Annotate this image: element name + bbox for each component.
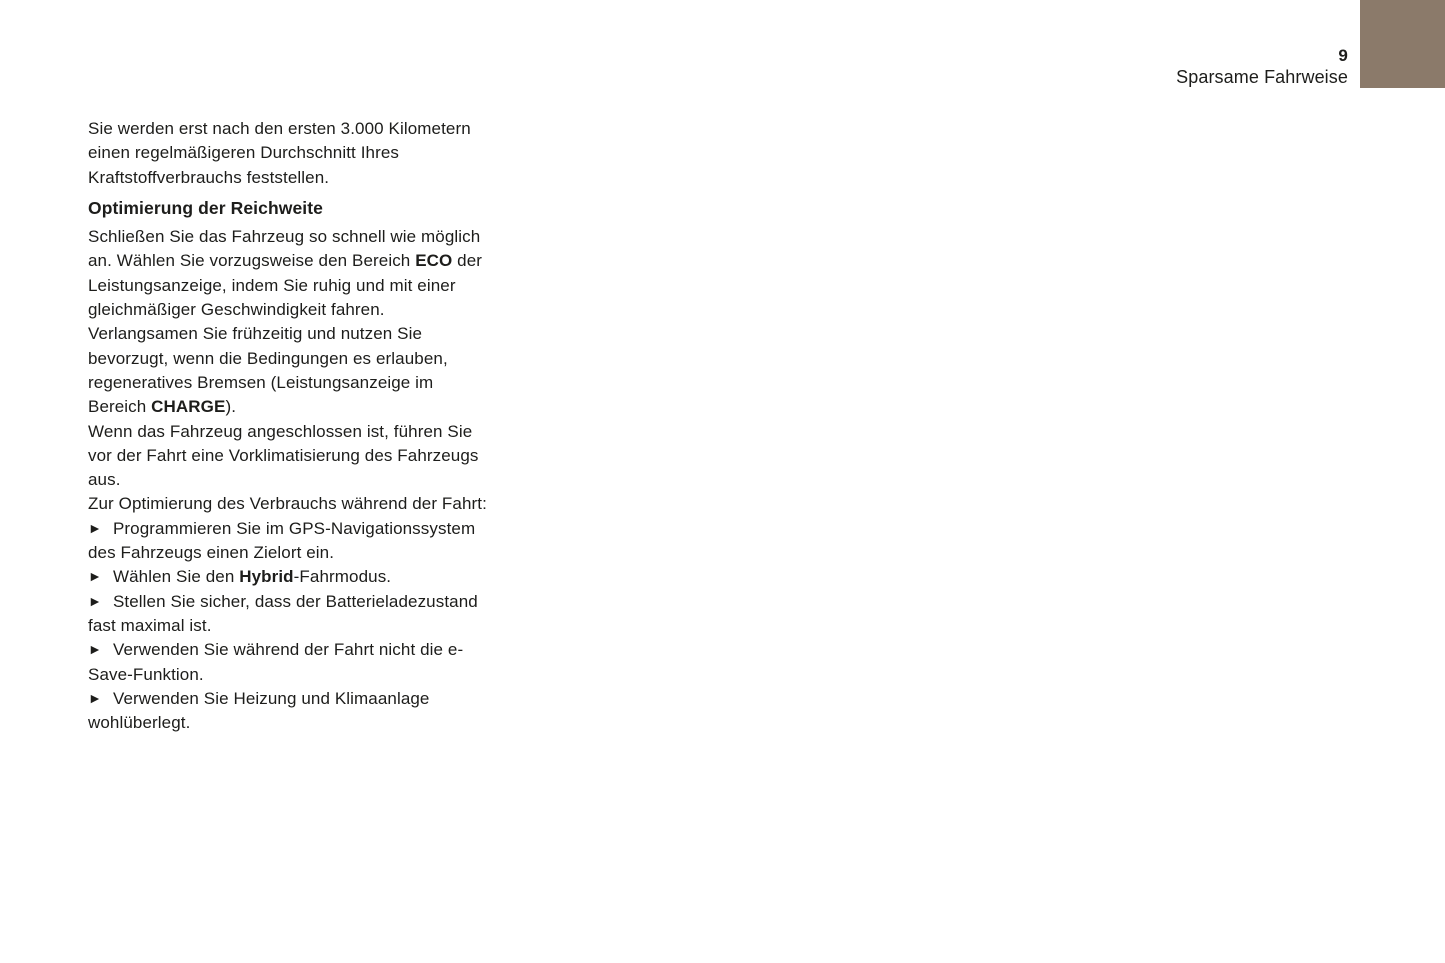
bullet-arrow-icon: ► (88, 568, 102, 585)
bullet-item (88, 517, 490, 566)
bullet-arrow-icon: ► (88, 519, 102, 536)
body-text-column (88, 117, 490, 735)
bullet-arrow-icon: ► (88, 592, 102, 609)
charge-bold-term: CHARGE (151, 397, 226, 417)
section-title: Sparsame Fahrweise (1176, 67, 1348, 88)
intro-text: Sie werden erst nach den ersten 3.000 Kilometern einen regelmäßigeren Durchschnitt Ihres Kraftstoffverbrauchs feststellen. (88, 119, 471, 187)
page-header (1176, 46, 1348, 89)
while-driving-paragraph: Zur Optimierung des Verbrauchs während der Fahrt: (88, 494, 487, 514)
bullet-arrow-icon: ► (88, 641, 102, 658)
bullet-text: -Fahrmodus. (293, 567, 392, 587)
section-heading: Optimierung der Reichweite (88, 197, 324, 218)
bullet-text: Verwenden Sie Heizung und Klimaanlage wohlüberlegt. (88, 688, 430, 733)
eco-paragraph-text2: der Leistungsanzeige, indem Sie ruhig und mit einer gleichmäßiger Geschwindigkeit fahren. Verlangsamen Sie frühzeitig und nutzen Sie bevorzugt, wenn die Bedingungen es erlauben, regeneratives Bremsen (Leistungsanzeige im Bereich (88, 251, 483, 417)
section-corner-tab (1360, 0, 1445, 88)
page-number: 9 (1338, 46, 1348, 65)
preconditioning-paragraph: Wenn das Fahrzeug angeschlossen ist, führen Sie vor der Fahrt eine Vorklimatisierung des Fahrzeugs aus. (88, 421, 479, 490)
bullet-item (88, 590, 490, 639)
eco-bold-term: ECO (415, 251, 453, 271)
hybrid-bold-term: Hybrid (239, 567, 294, 587)
bullet-arrow-icon: ► (88, 689, 102, 706)
bullet-item (88, 638, 490, 687)
eco-paragraph-text: Schließen Sie das Fahrzeug so schnell wie möglich an. Wählen Sie vorzugsweise den Bereich (88, 227, 481, 271)
bullet-text: Wählen Sie den (112, 567, 240, 587)
bullet-item (88, 687, 490, 736)
bullet-text: Stellen Sie sicher, dass der Batterieladezustand fast maximal ist. (88, 591, 478, 635)
eco-paragraph (88, 225, 490, 419)
eco-paragraph-text3: ). (225, 397, 237, 417)
bullet-text: Verwenden Sie während der Fahrt nicht die e-Save-Funktion. (88, 640, 464, 684)
bullet-item (88, 565, 490, 589)
bullet-text: Programmieren Sie im GPS-Navigationssystem des Fahrzeugs einen Zielort ein. (88, 518, 476, 563)
intro-paragraph (88, 117, 490, 190)
